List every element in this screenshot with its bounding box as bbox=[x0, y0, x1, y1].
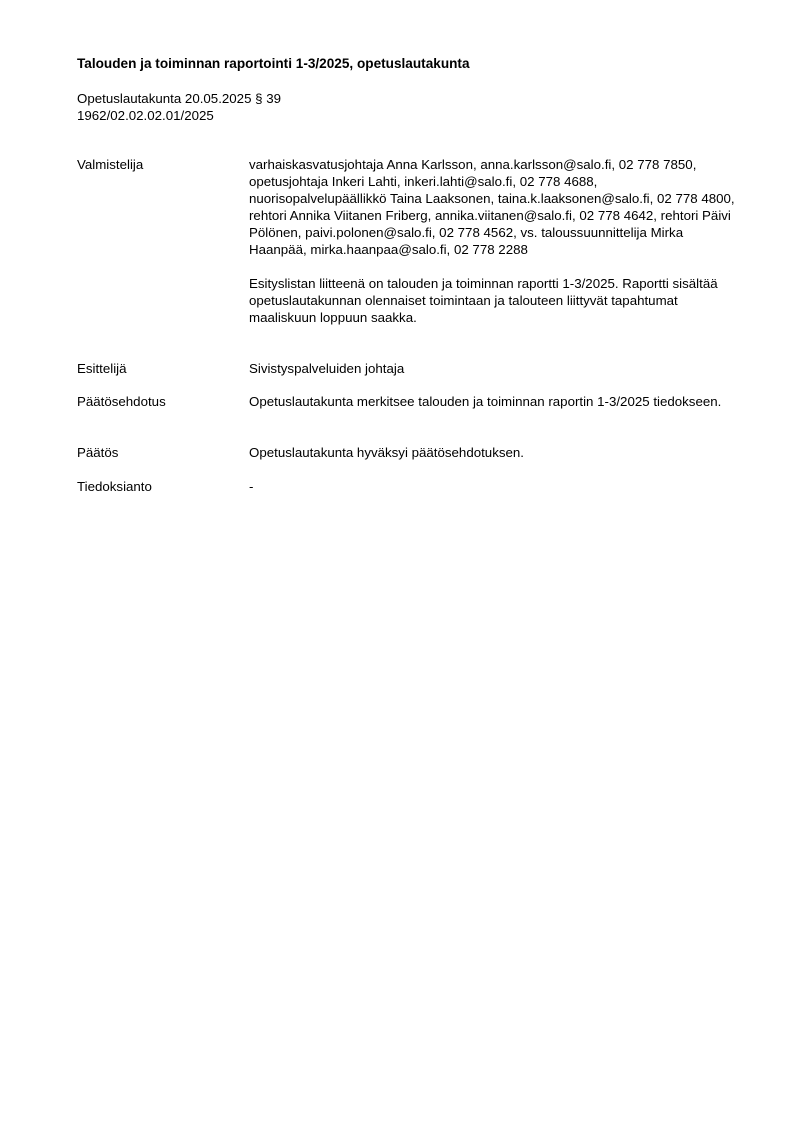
document-title: Talouden ja toiminnan raportointi 1-3/2025, opetuslautakunta bbox=[77, 56, 470, 71]
section-value: Sivistyspalveluiden johtaja bbox=[249, 361, 405, 376]
section-label: Päätös bbox=[77, 445, 119, 460]
section-value: Opetuslautakunta hyväksyi päätösehdotuksen. bbox=[249, 445, 524, 460]
preparers-paragraph: varhaiskasvatusjohtaja Anna Karlsson, anna.karlsson@salo.fi, 02 778 7850, opetusjohtaja Inkeri Lahti, inkeri.lahti@salo.fi, 02 778 4688, nuorisopalvelupäällikkö Taina Laaksonen, taina.k.laaksonen@salo.fi, 02 778 4800, rehtori Annika Viitanen Friberg, annika.viitanen@salo.fi, 02 778 4642, rehtori Päivi Pölönen, paivi.polonen@salo.fi, 02 778 4562, vs. taloussuunnittelija Mirka Haanpää, mirka.haanpaa@salo.fi, 02 778 2288 bbox=[249, 157, 735, 257]
section-label: Esittelijä bbox=[77, 361, 127, 376]
description-paragraph: Esityslistan liitteenä on talouden ja toiminnan raportti 1-3/2025. Raportti sisältää opetuslautakunnan olennaiset toimintaan ja talouteen liittyvät tapahtumat maaliskuun loppuun saakka. bbox=[249, 276, 718, 325]
document-meta bbox=[77, 90, 281, 124]
section-label: Valmistelija bbox=[77, 157, 144, 172]
section-value: Opetuslautakunta merkitsee talouden ja toiminnan raportin 1-3/2025 tiedokseen. bbox=[249, 394, 722, 409]
section-label: Päätösehdotus bbox=[77, 394, 166, 409]
meeting-reference: Opetuslautakunta 20.05.2025 § 39 bbox=[77, 91, 282, 106]
record-number: 1962/02.02.02.01/2025 bbox=[77, 108, 214, 123]
section-label: Tiedoksianto bbox=[77, 479, 152, 494]
section-value bbox=[249, 156, 735, 326]
section-value: - bbox=[249, 479, 254, 494]
